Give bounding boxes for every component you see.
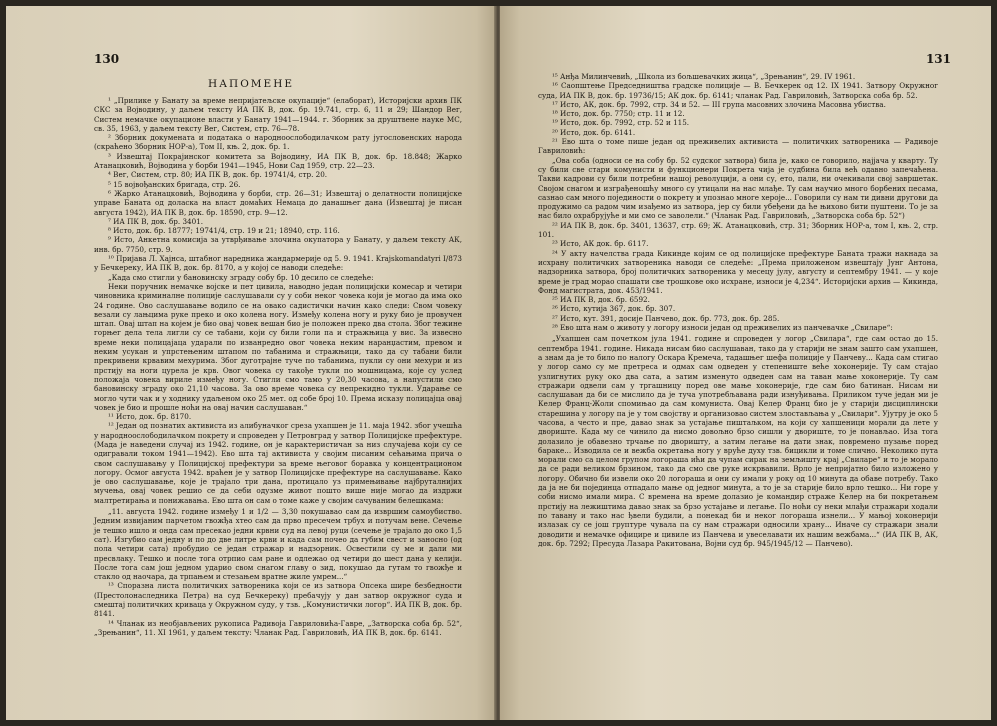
footnote: ²⁷ Исто, кут. 391, досије Панчево, док. бр. 773, док. бр. 285. <box>552 313 780 323</box>
book-spread <box>6 6 991 720</box>
footnote: ²⁸ Ево шта нам о животу у логору износи један од преживелих из панчевачке „Свиларе“: <box>552 323 893 333</box>
footnote: ¹⁶ Саопштење Председништва градске полиције — В. Бечкерек од 12. IX 1941. Затвору Окружног суда, ИА ПК В, док. бр. 19736/15; АК док. бр. 6141; чланак Рад. Гавриловић, Затворска соба бр. 52. <box>538 81 938 100</box>
footnote: ¹⁸ Исто, док. бр. 7750; стр. 11 и 12. <box>552 109 685 119</box>
quote: „Ова соба (односи се на собу бр. 52 судског затвора) била је, како се говорило, најјача у кварту. Ту су били све стари комунисти и функционери Покрета чија је судбина била већ одавно запечаћена. Такви кадрови су били потребни нашој револуцији, а они су, ето, пали, ни очекивали свој завршетак. Својом снагом и изграђеношћу много су утицали на нас млађе. Ту сам научио много борбених песама, сазнао сам много појединости о покрету и упознао многе хероје... Говорили су нам ти дивни другови да продужимо са радом чим изађемо из затвора, јер су били убеђени да ће њихово бити пуштени. То је за нас било охрабрујуће и ми смо се заволели.“ (Чланак Рад. Гавриловић, „Затворска соба бр. 52“) <box>538 155 938 221</box>
page-number: 131 <box>925 52 951 66</box>
footnote: ² Зборник докумената и података о народноослободилачком рату југословенских народа (скраћено Зборник НОР-а), Том II, књ. 2, док. бр. 1. <box>94 133 462 152</box>
quote: Неки поручник немачке војске и пет цивила, наводно један полицијски комесар и четири чиновника криминалне полиције саслушавали су у соби неког човека који је могао да има око 24 године. Ово саслушавање водило се на овако садистички начин како следи: Свом човеку везали су лањцима руке преко и око колена ногу. Између колена ногу и руку био је провучен штап. Овај штап на којем је био овај човек вешан био је положен преко два стола. Због тежине горњег дела тела лигли су се табани, који су били голи па и стражњица у вис. За извесно време неки полицајаца ударали по изванредно овог човека неким наранџастим, превом и неким усукан и упрстењеним штапом по табанима и стражњици, тако да су табани били прекривени крвавим мехурима. Због дуготрајне тучe по табанима, пукли су они мехури и из прстију на ноги цурела је крв. Овог човека су такође тукли по мошницама, које су услед положаја човека вириле између ногу. Стигли смо тамо у 20,30 часова, а напустили смо бановинску зграду око 21,10 часова. За ово време човека су непрекидно тукли. Ударање се могло чути чак и у ходнику удаљеном око 25 мет. од собе број 10. Према исказу полицајца овај човек је био и прошле ноћи на овај начин саслушаван.“ <box>94 281 462 412</box>
quote: „11. августа 1942. године између 1 и 1/2 — 3,30 покушавао сам да извршим самоубиство. Једним извијаним парчетом гвожђа хтео сам да прво пресечем трбух и потучам вене. Сечење је тешко ишло и онда сам пресекао једни крвни суд на левој руци (сечење је трајало до око 1,5 сат). Изгубио сам једну и по до две литре крви и када сам почео да губим свест и заносно (од пола четири сата) пробудио се један стражар и надзорник. Освестили су ме и дали ми пресвлаку. Тешко и после тога отрпио сам ране и одлежао од четири до шест дана у келији. После тога сам још једном ударио свом снагом главу о зид, покушао да гутам то гвожђе и стакло од наочара, да трпањем и стезањем вратне жиле умрем...“ <box>94 507 462 582</box>
footnote: ²² ИА ПК В, док. бр. 3401, 13637, стр. 69; Ж. Атанацковић, стр. 31; Зборник НОР-а, том I, књ. 2, стр. 101. <box>538 220 938 240</box>
footnote: ³ Извештај Покрајинског комитета за Војводину, ИА ПК В, док. бр. 18.848; Жарко Атанацковић, Војводина у борби 1941—1945, Нови Сад 1959, стр. 22—23. <box>94 151 462 171</box>
footnote: ¹⁰ Пријава Л. Хајнса, штабног наредника жандармерије од 5. 9. 1941. Krajskomandatyri I/873 у Бечкереку, ИА ПК В, док. бр. 8170, а у којој се наводи следеће: <box>94 254 462 273</box>
footnote: ¹⁴ Чланак из необјављених рукописа Радивоја Гавриловића-Гавре, „Затворска соба бр. 52“, „Зрењанин“, 11. XI 1961, у даљем тексту: Чланак Рад. Гавриловић, ИА ПК В, док. бр. 6141. <box>94 618 462 637</box>
footnote: ⁴ Вег, Систем, стр. 80; ИА ПК В, док. бр. 19741/4, стр. 20. <box>108 170 328 180</box>
footnotes-left <box>94 96 462 637</box>
footnote: ⁸ Исто, док. бр. 18777; 19741/4, стр. 19 и 21; 18940, стр. 116. <box>108 226 340 236</box>
footnote: ⁹ Исто, Анкетна комисија за утврђивање злочина окупатора у Банату, у даљем тексту АК, инв. бр. 7750, стр. 9. <box>94 235 462 254</box>
quote: „Ухапшен сам почетком јула 1941. године и спроведен у логор „Свилара“, где сам остао до 15. септембра 1941. године. Никада нисам био саслушаван, тако да у старији не знам зашто сам ухапшен, а знам да је то било по налогу Оскара Кремеча, тадашњег шефа полиције у Панчеву... Када сам стигао у логор само су ме претреса и одмах сам одведен у степениште веће хоконерије. Ту сам стајао узлигнутих руку око два сата, а затим изменуто одведен сам на таван мање хоконерије. Ту сам стражари одвели сам у тргашницу поред ове мање хоконерије, где сам био батинан. Нисам ни саслушаван да би се мислило да је туча употребљавана ради изнуђивања. Приликом туче један ми је Келер Франц-Жоли спомињао да сам комуниста. Овај Келер Франц био је у старији дисциплински старешина у логору па је у том својству и организовао систем злостављања у „Свилари“. Ујутру је око 5 часова, а често и пре, давао знак за устајање пиштаљком, на који су хапшеници морали да лете у двориште. Када му се чинило да нисмо довољно брзо сишли у двориште, то је понављао. Иза тога долазило је обавезно трчање по дворишту, а затим легање на дати знак, повремено пузање поред бараке... Изводила се и вежба окретања ногу у вруће духу тзв. бицикли и томе слично. Неколико пута морали смо са целом групом логораша ићи да чупам сирак на земљишту крај „Свиларе“ и то је морало да се ради великом брзином, тако да смо све руке искрвавили. Врло је непријатно било изложено у логору. Обично би извели око 20 логораша и они су имали у року од 10 минута да обаве потребу. Тако да ја не би појединца отпадало мање од једног минута, а то је за старије било врло тешко... Ни горе у соби нисмо имали мира. С времена на време долазио је командир страже Келер на би покретањем прстију на лежиштима давао знак за брзо устајање и легање. По ноћи су неки млађи стражари ходали по тавану и тако нас ђвели будили, а понекад би и неког логораша изнели... У мањој хоконерији излазак су се још груптуре чувала па су нам стражари односили храну... Иначе су стражари знали доводити и немачке официре и цивиле из Панчева и увеселавати их нашим вежбама...“ (ИА ПК В, АК, док. бр. 7292; Пресуда Лазара Ракитована, Војни суд бр. 945/1945/12 — Панчево). <box>538 334 938 548</box>
footnote: ¹ „Прилике у Банату за време непријатељске окупације“ (елаборат), Историјски архив ПК СКС за Војводину, у даљем тексту ИА ПК В, док. бр. 19.741, стр. 6, 11 и 29; Шандор Вег, Систем немачке окупационе власти у Банату 1941—1944. г. Зборник за друштвене науке МС, св. 35, 1963, у даљем тексту Вег, Систем, стр. 76—78. <box>94 96 462 133</box>
footnote: ⁶ Жарко Атанацковић, Војводина у борби, стр. 26—31; Извештај о делатности полицијске управе Баната од доласка на власт домаћих Немаца до данашњег дана (Извештај је писан августа 1942), ИА ПК В, док. бр. 18590, стр. 9—12. <box>94 188 462 217</box>
footnote: ⁵ 15 војвођанских бригада, стр. 26. <box>108 179 241 189</box>
footnote: ²⁵ ИА ПК В, док. бр. 6592. <box>552 295 650 305</box>
section-heading: НАПОМЕНЕ <box>207 78 295 90</box>
page-number: 130 <box>94 52 120 66</box>
footnote: ²⁴ У акту начелства града Кикинде којим се од полицијске префектуре Баната тражи накнада за исхрану политичких затвореника наводи се следеће: „Према приложеном извештају Јунг Антона, надзорника затвора, број политичких затвореника у месецу јулу, августу и септембру 1941. — у које време је град морао спашати све трошкове око исхране, износи је 4,234“. Историјски архив — Кикинда, Фонд магистрата, док. 453/1941. <box>538 248 938 295</box>
footnote: ⁷ ИА ПК В, док. бр. 3401. <box>108 216 204 226</box>
quote: „Када смо стигли у бановинску зграду собу бр. 10 десило се следеће: <box>108 272 374 282</box>
footnote: ²³ Исто, АК док. бр. 6117. <box>552 239 649 249</box>
footnotes-right <box>538 72 938 548</box>
right-page <box>500 6 991 720</box>
footnote: ¹² Један од познатих активиста из алибуначког среза ухапшен је 11. маја 1942. због учешћа у народноослободилачком покрету и спроведен у Петровград у затвор Полицијске префектуре. (Мада је наведени случај из 1942. године, он је карактеристичан за низ случајева који су се одигравали током 1941—1942). Ево шта тај активиста у својим писаним сећањима прича о свом саслушавању у Полицијској префектури за време његовог боравка у концентрационом логору. Осмог августа 1942. враћен је у затвор Полицијске префектуре на саслушавање. Како је ово саслушавање, које је трајало три дана, протицало уз примењивање најбруталнијих мучења, овај човек решио се да себи одузме живот пошто више није могао да издржи малтретирања и понижавања. Ево шта он сам о томе каже у својим сачуваним белешкама: <box>94 421 462 505</box>
footnote: ¹³ Споразна листа политичких затвореника који се из затвора Опсека шире безбедности (Престолонаследника Петра) на суд Бечкереку) пребачују у дан затвор окружног суда и смештај политичких криваца у Окружном суду, у тзв. „Комунистички логор“. ИА ПК В, док. бр. 8141. <box>94 581 462 619</box>
footnote: ¹¹ Исто, док. бр. 8170. <box>108 412 192 422</box>
left-page <box>6 6 496 720</box>
footnote: ¹⁹ Исто, док. бр. 7992, стр. 52 и 115. <box>552 118 690 128</box>
footnote: ¹⁷ Исто, АК, док. бр. 7992, стр. 34 и 52. — III група масовних злочина Масовна убиства. <box>552 99 886 109</box>
footnote: ²⁶ Исто, кутија 367, док. бр. 307. <box>552 304 676 314</box>
footnote: ¹⁵ Анђа Милинчевић, „Школа из бољшевачких жица“, „Зрењанин“, 29. IV 1961. <box>552 72 856 81</box>
footnote: ²¹ Ево шта о томе пише један од преживелих активиста — политичких затвореника — Радивоје Гавриловић: <box>538 137 938 156</box>
footnote: ²⁰ Исто, док. бр. 6141. <box>552 127 636 137</box>
